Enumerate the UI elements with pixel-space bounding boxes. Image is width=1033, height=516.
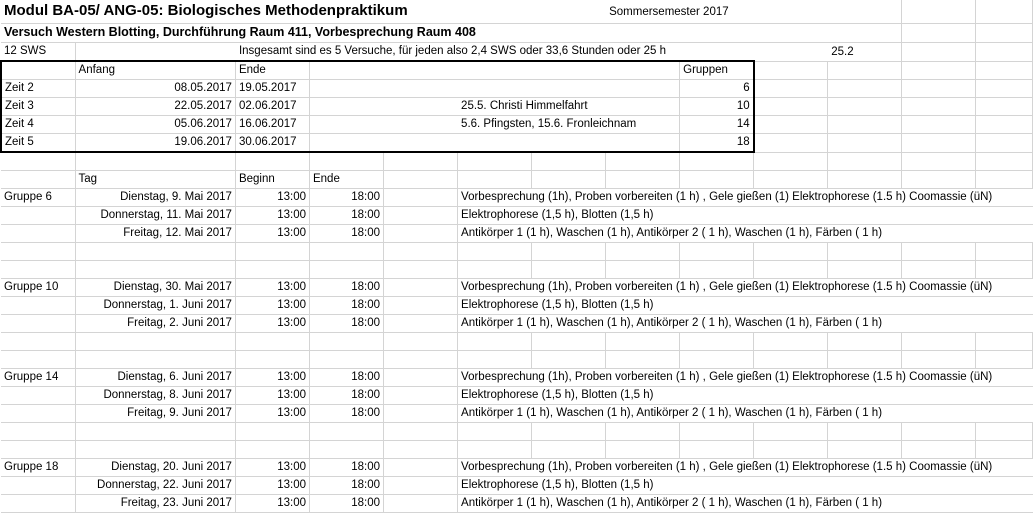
schedule-day[interactable]: Freitag, 9. Juni 2017	[75, 405, 235, 423]
blank-row	[1, 243, 1033, 261]
cell-empty[interactable]	[902, 116, 976, 134]
blank-row	[1, 351, 1033, 369]
cell-empty[interactable]	[754, 80, 828, 98]
schedule-begin[interactable]: 13:00	[235, 495, 309, 513]
cell-empty[interactable]	[828, 333, 902, 351]
cell-subtitle[interactable]	[1, 24, 828, 43]
cell-empty[interactable]	[1, 495, 75, 513]
schedule-end[interactable]: 18:00	[309, 387, 383, 405]
schedule-day[interactable]: Donnerstag, 8. Juni 2017	[75, 387, 235, 405]
cell-empty[interactable]	[976, 261, 1033, 279]
cell-empty[interactable]	[309, 116, 383, 134]
cell-empty[interactable]	[828, 134, 902, 153]
cell-empty[interactable]	[235, 243, 309, 261]
cell-empty[interactable]	[75, 261, 235, 279]
schedule-end[interactable]: 18:00	[309, 297, 383, 315]
period-end[interactable]: 16.06.2017	[235, 116, 309, 134]
cell-empty[interactable]	[976, 61, 1033, 80]
schedule-day[interactable]: Freitag, 23. Juni 2017	[75, 495, 235, 513]
periods-header-start[interactable]: Anfang	[75, 61, 235, 80]
schedule-row	[1, 387, 1033, 405]
cell-empty[interactable]	[1, 261, 75, 279]
schedule-activity[interactable]: Vorbesprechung (1h), Proben vorbereiten (1 h) , Gele gießen (1) Elektrophorese (1.5 h) Coomassie (üN)	[458, 369, 1033, 387]
period-label[interactable]: Zeit 5	[1, 134, 75, 153]
schedule-begin[interactable]: 13:00	[235, 279, 309, 297]
periods-header-row	[1, 61, 1033, 80]
cell-empty[interactable]	[976, 423, 1033, 441]
cell-empty[interactable]	[754, 61, 828, 80]
cell-empty[interactable]	[606, 243, 680, 261]
cell-empty[interactable]	[902, 61, 976, 80]
period-label[interactable]: Zeit 3	[1, 98, 75, 116]
cell-empty[interactable]	[680, 152, 754, 171]
schedule-row	[1, 369, 1033, 387]
cell-empty[interactable]	[384, 441, 458, 459]
cell-empty[interactable]	[754, 134, 828, 153]
cell-empty[interactable]	[532, 423, 606, 441]
schedule-begin[interactable]: 13:00	[235, 315, 309, 333]
schedule-row	[1, 495, 1033, 513]
schedule-day[interactable]: Dienstag, 30. Mai 2017	[75, 279, 235, 297]
cell-empty[interactable]	[828, 0, 902, 24]
cell-empty[interactable]	[384, 297, 458, 315]
cell-empty[interactable]	[976, 152, 1033, 171]
blank-row	[1, 423, 1033, 441]
periods-header-end[interactable]: Ende	[235, 61, 309, 80]
period-groups[interactable]: 14	[680, 116, 754, 134]
cell-empty[interactable]	[976, 98, 1033, 116]
schedule-begin[interactable]: 13:00	[235, 459, 309, 477]
cell-empty[interactable]	[606, 333, 680, 351]
cell-empty[interactable]	[976, 333, 1033, 351]
schedule-end[interactable]: 18:00	[309, 225, 383, 243]
cell-empty[interactable]	[754, 333, 828, 351]
cell-empty[interactable]	[754, 423, 828, 441]
cell-empty[interactable]	[309, 134, 383, 153]
schedule-day[interactable]: Freitag, 12. Mai 2017	[75, 225, 235, 243]
schedule-activity[interactable]: Antikörper 1 (1 h), Waschen (1 h), Antikörper 2 ( 1 h), Waschen (1 h), Färben ( 1 h)	[458, 225, 1033, 243]
cell-empty[interactable]	[902, 80, 976, 98]
cell-empty[interactable]	[235, 441, 309, 459]
schedule-begin[interactable]: 13:00	[235, 225, 309, 243]
cell-empty[interactable]	[976, 243, 1033, 261]
cell-empty[interactable]	[532, 333, 606, 351]
group-label[interactable]: Gruppe 10	[1, 279, 75, 297]
cell-empty[interactable]	[1, 207, 75, 225]
cell-empty[interactable]	[902, 0, 976, 24]
cell-empty[interactable]	[976, 441, 1033, 459]
cell-empty[interactable]	[1, 315, 75, 333]
cell-empty[interactable]	[532, 261, 606, 279]
cell-empty[interactable]	[828, 171, 902, 189]
cell-empty[interactable]	[384, 171, 458, 189]
cell-empty[interactable]	[75, 152, 235, 171]
cell-empty[interactable]	[754, 116, 828, 134]
group-label[interactable]: Gruppe 18	[1, 459, 75, 477]
sheet-subtitle: Versuch Western Blotting, Durchführung Raum 411, Vorbesprechung Raum 408	[4, 25, 476, 39]
cell-empty[interactable]	[902, 24, 976, 43]
cell-empty[interactable]	[309, 243, 383, 261]
period-label[interactable]: Zeit 2	[1, 80, 75, 98]
cell-empty[interactable]	[384, 351, 458, 369]
cell-empty[interactable]	[384, 225, 458, 243]
group-label[interactable]: Gruppe 14	[1, 369, 75, 387]
cell-empty[interactable]	[1, 297, 75, 315]
sheet-title: Modul BA-05/ ANG-05: Biologisches Methodenpraktikum	[4, 2, 408, 19]
period-start[interactable]: 05.06.2017	[75, 116, 235, 134]
cell-empty[interactable]	[1, 171, 75, 189]
cell-empty[interactable]	[828, 243, 902, 261]
schedule-day[interactable]: Dienstag, 6. Juni 2017	[75, 369, 235, 387]
cell-empty[interactable]	[384, 243, 458, 261]
cell-empty[interactable]	[384, 477, 458, 495]
cell-empty[interactable]	[828, 98, 902, 116]
cell-empty[interactable]	[384, 495, 458, 513]
schedule-row	[1, 459, 1033, 477]
cell-empty[interactable]	[902, 333, 976, 351]
schedule-activity[interactable]: Elektrophorese (1,5 h), Blotten (1,5 h)	[458, 207, 1033, 225]
schedule-activity[interactable]: Vorbesprechung (1h), Proben vorbereiten (1 h) , Gele gießen (1) Elektrophorese (1.5 h) Coomassie (üN)	[458, 279, 1033, 297]
schedule-row	[1, 207, 1033, 225]
cell-empty[interactable]	[754, 152, 828, 171]
schedule-header-row	[1, 171, 1033, 189]
cell-empty[interactable]	[828, 261, 902, 279]
cell-empty[interactable]	[458, 423, 532, 441]
schedule-activity[interactable]: Vorbesprechung (1h), Proben vorbereiten (1 h) , Gele gießen (1) Elektrophorese (1.5 h) Coomassie (üN)	[458, 459, 1033, 477]
cell-empty[interactable]	[235, 261, 309, 279]
cell-empty[interactable]	[754, 171, 828, 189]
schedule-begin[interactable]: 13:00	[235, 189, 309, 207]
schedule-row	[1, 477, 1033, 495]
cell-note[interactable]: Insgesamt sind es 5 Versuche, für jeden also 2,4 SWS oder 33,6 Stunden oder 25 h	[235, 43, 827, 62]
cell-empty[interactable]	[384, 189, 458, 207]
schedule-row	[1, 405, 1033, 423]
cell-empty[interactable]	[828, 24, 902, 43]
period-remark[interactable]	[458, 80, 532, 98]
semester-label: Sommersemester 2017	[609, 6, 729, 18]
cell-empty[interactable]	[754, 351, 828, 369]
cell-empty[interactable]	[309, 98, 383, 116]
cell-empty[interactable]	[235, 423, 309, 441]
period-end[interactable]: 30.06.2017	[235, 134, 309, 153]
cell-empty[interactable]	[754, 261, 828, 279]
blank-row	[1, 152, 1033, 171]
schedule-header-begin[interactable]: Beginn	[235, 171, 309, 189]
cell-empty[interactable]	[1, 423, 75, 441]
period-groups[interactable]: 6	[680, 80, 754, 98]
periods-header-groups[interactable]: Gruppen	[680, 61, 754, 80]
cell-empty[interactable]	[309, 333, 383, 351]
cell-empty[interactable]	[384, 116, 458, 134]
cell-empty[interactable]	[606, 423, 680, 441]
cell-empty[interactable]	[384, 315, 458, 333]
cell-empty[interactable]	[680, 351, 754, 369]
cell-empty[interactable]	[458, 261, 532, 279]
schedule-end[interactable]: 18:00	[309, 207, 383, 225]
cell-empty[interactable]	[75, 243, 235, 261]
cell-empty[interactable]	[606, 351, 680, 369]
cell-empty[interactable]	[384, 98, 458, 116]
period-end[interactable]: 19.05.2017	[235, 80, 309, 98]
cell-empty[interactable]	[902, 441, 976, 459]
cell-empty[interactable]	[384, 405, 458, 423]
schedule-activity[interactable]: Antikörper 1 (1 h), Waschen (1 h), Antikörper 2 ( 1 h), Waschen (1 h), Färben ( 1 h)	[458, 315, 1033, 333]
cell-empty[interactable]	[902, 423, 976, 441]
schedule-begin[interactable]: 13:00	[235, 405, 309, 423]
cell-empty[interactable]	[902, 152, 976, 171]
schedule-day[interactable]: Donnerstag, 22. Juni 2017	[75, 477, 235, 495]
cell-empty[interactable]	[235, 351, 309, 369]
cell-empty[interactable]	[828, 80, 902, 98]
cell-empty[interactable]	[458, 171, 532, 189]
schedule-row	[1, 297, 1033, 315]
cell-empty[interactable]	[75, 351, 235, 369]
cell-empty[interactable]	[532, 441, 606, 459]
cell-empty[interactable]	[606, 134, 680, 153]
period-groups[interactable]: 18	[680, 134, 754, 153]
cell-empty[interactable]	[976, 24, 1033, 43]
cell-empty[interactable]	[384, 369, 458, 387]
cell-empty[interactable]	[976, 116, 1033, 134]
schedule-begin[interactable]: 13:00	[235, 207, 309, 225]
cell-empty[interactable]	[976, 80, 1033, 98]
periods-row	[1, 80, 1033, 98]
cell-empty[interactable]	[606, 61, 680, 80]
blank-row	[1, 441, 1033, 459]
sheet-body	[1, 0, 1033, 513]
cell-empty[interactable]	[75, 333, 235, 351]
cell-empty[interactable]	[902, 134, 976, 153]
cell-empty[interactable]	[309, 80, 383, 98]
schedule-activity[interactable]: Antikörper 1 (1 h), Waschen (1 h), Antikörper 2 ( 1 h), Waschen (1 h), Färben ( 1 h)	[458, 405, 1033, 423]
cell-empty[interactable]	[532, 80, 606, 98]
cell-empty[interactable]	[532, 152, 606, 171]
schedule-end[interactable]: 18:00	[309, 459, 383, 477]
cell-empty[interactable]	[75, 43, 235, 62]
cell-empty[interactable]	[75, 441, 235, 459]
row-sws	[1, 43, 1033, 62]
cell-empty[interactable]	[754, 98, 828, 116]
cell-empty[interactable]	[384, 152, 458, 171]
cell-empty[interactable]	[606, 98, 680, 116]
cell-semester[interactable]	[606, 0, 828, 24]
cell-empty[interactable]	[309, 441, 383, 459]
periods-row	[1, 116, 1033, 134]
cell-empty[interactable]	[902, 43, 976, 62]
cell-empty[interactable]	[828, 351, 902, 369]
cell-empty[interactable]	[384, 279, 458, 297]
blank-row	[1, 333, 1033, 351]
cell-empty[interactable]	[680, 441, 754, 459]
schedule-row	[1, 279, 1033, 297]
periods-row	[1, 134, 1033, 153]
schedule-row	[1, 315, 1033, 333]
period-end[interactable]: 02.06.2017	[235, 98, 309, 116]
period-groups[interactable]: 10	[680, 98, 754, 116]
cell-empty[interactable]	[976, 43, 1033, 62]
schedule-header-end[interactable]: Ende	[309, 171, 383, 189]
cell-empty[interactable]	[458, 441, 532, 459]
cell-empty[interactable]	[309, 261, 383, 279]
cell-empty[interactable]	[309, 423, 383, 441]
schedule-end[interactable]: 18:00	[309, 405, 383, 423]
blank-row	[1, 261, 1033, 279]
cell-empty[interactable]	[828, 423, 902, 441]
cell-empty[interactable]	[680, 423, 754, 441]
schedule-begin[interactable]: 13:00	[235, 477, 309, 495]
cell-empty[interactable]	[754, 441, 828, 459]
cell-empty[interactable]	[828, 116, 902, 134]
row-title	[1, 0, 1033, 24]
cell-empty[interactable]	[606, 152, 680, 171]
cell-empty[interactable]	[458, 61, 532, 80]
cell-note-value[interactable]: 25.2	[828, 43, 902, 62]
cell-empty[interactable]	[384, 207, 458, 225]
cell-empty[interactable]	[680, 171, 754, 189]
cell-empty[interactable]	[606, 80, 680, 98]
schedule-activity[interactable]: Vorbesprechung (1h), Proben vorbereiten (1 h) , Gele gießen (1) Elektrophorese (1.5 h) Coomassie (üN)	[458, 189, 1033, 207]
schedule-begin[interactable]: 13:00	[235, 297, 309, 315]
period-start[interactable]: 08.05.2017	[75, 80, 235, 98]
schedule-end[interactable]: 18:00	[309, 477, 383, 495]
schedule-activity[interactable]: Elektrophorese (1,5 h), Blotten (1,5 h)	[458, 477, 1033, 495]
cell-empty[interactable]	[1, 351, 75, 369]
periods-row	[1, 98, 1033, 116]
cell-empty[interactable]	[828, 61, 902, 80]
cell-empty[interactable]	[1, 477, 75, 495]
cell-empty[interactable]	[1, 333, 75, 351]
cell-empty[interactable]	[1, 387, 75, 405]
cell-empty[interactable]	[75, 423, 235, 441]
cell-empty[interactable]	[532, 171, 606, 189]
cell-empty[interactable]	[606, 441, 680, 459]
cell-empty[interactable]	[976, 0, 1033, 24]
schedule-row	[1, 225, 1033, 243]
cell-empty[interactable]	[235, 152, 309, 171]
period-start[interactable]: 19.06.2017	[75, 134, 235, 153]
cell-empty[interactable]	[976, 351, 1033, 369]
cell-empty[interactable]	[532, 134, 606, 153]
cell-empty[interactable]	[384, 261, 458, 279]
schedule-activity[interactable]: Elektrophorese (1,5 h), Blotten (1,5 h)	[458, 387, 1033, 405]
schedule-day[interactable]: Donnerstag, 1. Juni 2017	[75, 297, 235, 315]
cell-empty[interactable]	[1, 61, 75, 80]
cell-empty[interactable]	[976, 134, 1033, 153]
schedule-end[interactable]: 18:00	[309, 315, 383, 333]
cell-empty[interactable]	[384, 387, 458, 405]
period-remark[interactable]	[458, 134, 532, 153]
period-remark[interactable]: 5.6. Pfingsten, 15.6. Fronleichnam	[458, 116, 532, 134]
schedule-end[interactable]: 18:00	[309, 369, 383, 387]
cell-empty[interactable]	[458, 152, 532, 171]
schedule-header-day[interactable]: Tag	[75, 171, 235, 189]
period-remark[interactable]: 25.5. Christi Himmelfahrt	[458, 98, 532, 116]
period-start[interactable]: 22.05.2017	[75, 98, 235, 116]
schedule-end[interactable]: 18:00	[309, 279, 383, 297]
cell-empty[interactable]	[235, 333, 309, 351]
cell-empty[interactable]	[384, 333, 458, 351]
row-subtitle	[1, 24, 1033, 43]
cell-empty[interactable]	[532, 61, 606, 80]
cell-empty[interactable]	[680, 261, 754, 279]
cell-empty[interactable]	[1, 405, 75, 423]
cell-empty[interactable]	[828, 152, 902, 171]
cell-empty[interactable]	[902, 261, 976, 279]
cell-empty[interactable]	[384, 61, 458, 80]
cell-empty[interactable]	[680, 333, 754, 351]
cell-empty[interactable]	[828, 441, 902, 459]
schedule-activity[interactable]: Elektrophorese (1,5 h), Blotten (1,5 h)	[458, 297, 1033, 315]
period-label[interactable]: Zeit 4	[1, 116, 75, 134]
schedule-activity[interactable]: Antikörper 1 (1 h), Waschen (1 h), Antikörper 2 ( 1 h), Waschen (1 h), Färben ( 1 h)	[458, 495, 1033, 513]
cell-empty[interactable]	[754, 243, 828, 261]
cell-empty[interactable]	[902, 98, 976, 116]
schedule-day[interactable]: Dienstag, 20. Juni 2017	[75, 459, 235, 477]
cell-empty[interactable]	[680, 243, 754, 261]
schedule-begin[interactable]: 13:00	[235, 387, 309, 405]
cell-empty[interactable]	[976, 171, 1033, 189]
cell-title[interactable]	[1, 0, 606, 24]
cell-empty[interactable]	[384, 459, 458, 477]
cell-empty[interactable]	[458, 243, 532, 261]
cell-sws[interactable]: 12 SWS	[1, 43, 75, 62]
cell-empty[interactable]	[309, 152, 383, 171]
cell-empty[interactable]	[1, 225, 75, 243]
cell-empty[interactable]	[309, 61, 383, 80]
schedule-day[interactable]: Donnerstag, 11. Mai 2017	[75, 207, 235, 225]
cell-empty[interactable]	[458, 351, 532, 369]
cell-empty[interactable]	[1, 243, 75, 261]
schedule-end[interactable]: 18:00	[309, 495, 383, 513]
cell-empty[interactable]	[1, 152, 75, 171]
group-label[interactable]: Gruppe 6	[1, 189, 75, 207]
cell-empty[interactable]	[458, 333, 532, 351]
schedule-day[interactable]: Freitag, 2. Juni 2017	[75, 315, 235, 333]
schedule-end[interactable]: 18:00	[309, 189, 383, 207]
cell-empty[interactable]	[1, 441, 75, 459]
schedule-row	[1, 189, 1033, 207]
cell-empty[interactable]	[309, 351, 383, 369]
cell-empty[interactable]	[902, 351, 976, 369]
schedule-day[interactable]: Dienstag, 9. Mai 2017	[75, 189, 235, 207]
cell-empty[interactable]	[606, 171, 680, 189]
cell-empty[interactable]	[532, 243, 606, 261]
cell-empty[interactable]	[384, 423, 458, 441]
cell-empty[interactable]	[384, 80, 458, 98]
schedule-begin[interactable]: 13:00	[235, 369, 309, 387]
cell-empty[interactable]	[902, 171, 976, 189]
cell-empty[interactable]	[384, 134, 458, 153]
cell-empty[interactable]	[606, 261, 680, 279]
cell-empty[interactable]	[532, 351, 606, 369]
cell-empty[interactable]	[902, 243, 976, 261]
